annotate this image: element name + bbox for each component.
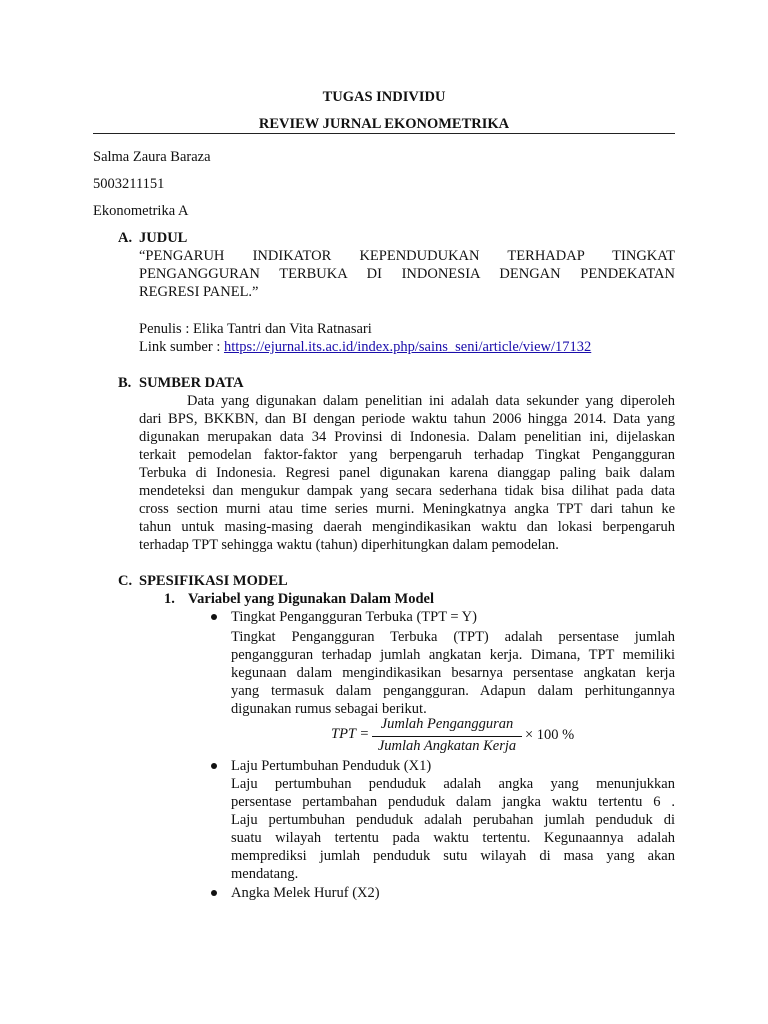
item-2-line-5: memprediksi jumlah penduduk sutu wilayah di masa yang akan (231, 848, 675, 864)
item-1-line-2: pengangguran terhadap jumlah angkatan kerja. Dimana, TPT memiliki (231, 647, 675, 663)
author-name: Salma Zaura Baraza (93, 149, 211, 165)
sumber-line-5: Terbuka di Indonesia. Regresi panel digunakan karena dianggap paling baik dalam (139, 465, 675, 481)
sumber-line-2: dari BPS, BKKBN, dan BI dengan periode waktu tahun 2006 hingga 2014. Data yang (139, 411, 675, 427)
item-1-title: Tingkat Pengangguran Terbuka (TPT = Y) (231, 609, 477, 625)
sumber-line-7: cross section murni atau time series murni. Meningkatnya angka TPT dari tahun ke (139, 501, 675, 517)
item-2-line-6: mendatang. (231, 866, 299, 882)
bullet-icon (211, 763, 217, 769)
item-2-line-1: Laju pertumbuhan penduduk adalah angka yang menunjukkan (231, 776, 675, 792)
formula-denominator: Jumlah Angkatan Kerja (377, 738, 517, 754)
item-2-line-4: suatu wilayah tertentu pada waktu tertentu. Kegunaannya adalah (231, 830, 675, 846)
sumber-line-3: digunakan merupakan data 34 Provinsi di Indonesia. Dalam penelitian ini, dijelaskan (139, 429, 675, 445)
formula-numerator: Jumlah Pengangguran (380, 716, 514, 732)
sumber-line-9: terhadap TPT sehingga waktu (tahun) diperhitungkan dalam pemodelan. (139, 537, 559, 553)
link-line (139, 338, 591, 356)
header-divider (93, 133, 675, 134)
section-b-heading: SUMBER DATA (139, 375, 244, 391)
bullet-icon (211, 614, 217, 620)
sumber-line-8: tahun untuk masing-masing daerah mengindikasikan waktu dan lokasi berpengaruh (139, 519, 675, 535)
judul-line-2: PENGANGGURAN TERBUKA DI INDONESIA DENGAN PENDEKATAN (139, 266, 675, 282)
subsection-1-heading: Variabel yang Digunakan Dalam Model (188, 591, 434, 607)
section-a-marker: A. (118, 230, 133, 246)
formula-rhs: × 100 % (525, 727, 575, 743)
section-c-marker: C. (118, 573, 133, 589)
doc-title: TUGAS INDIVIDU (322, 89, 446, 105)
section-c-heading: SPESIFIKASI MODEL (139, 573, 288, 589)
item-1-line-1: Tingkat Pengangguran Terbuka (TPT) adalah persentase jumlah (231, 629, 675, 645)
item-3-title: Angka Melek Huruf (X2) (231, 885, 380, 901)
fraction-bar (372, 736, 522, 737)
judul-line-1: “PENGARUH INDIKATOR KEPENDUDUKAN TERHADAP TINGKAT (139, 248, 675, 264)
subsection-1-marker: 1. (164, 591, 175, 607)
penulis-line: Penulis : Elika Tantri dan Vita Ratnasari (139, 321, 372, 337)
formula-lhs: TPT = (331, 726, 370, 742)
item-1-line-3: kegunaan dalam mengindikasikan besarnya persentase angkatan kerja (231, 665, 675, 681)
bullet-icon (211, 890, 217, 896)
item-2-title: Laju Pertumbuhan Penduduk (X1) (231, 758, 432, 774)
sumber-line-6: mendeteksi dan mengukur dampak yang secara sederhana tidak bisa dilihat pada data (139, 483, 675, 499)
source-link[interactable]: https://ejurnal.its.ac.id/index.php/sains_seni/article/view/17132 (223, 339, 592, 355)
link-label: Link sumber : (139, 339, 224, 355)
doc-subtitle: REVIEW JURNAL EKONOMETRIKA (258, 116, 510, 132)
item-1-line-4: yang termasuk dalam pengangguran. Adapun dalam perhitungannya (231, 683, 675, 699)
sumber-line-4: terkait pemodelan faktor-faktor yang berpengaruh terhadap Tingkat Pengangguran (139, 447, 675, 463)
student-id: 5003211151 (93, 176, 165, 192)
item-1-line-5: digunakan rumus sebagai berikut. (231, 701, 427, 717)
section-b-marker: B. (118, 375, 132, 391)
judul-line-3: REGRESI PANEL.” (139, 284, 259, 300)
sumber-line-1: Data yang digunakan dalam penelitian ini adalah data sekunder yang diperoleh (187, 393, 675, 409)
section-a-heading: JUDUL (139, 230, 188, 246)
item-2-line-3: Laju pertumbuhan penduduk adalah perubahan jumlah penduduk di (231, 812, 675, 828)
item-2-line-2: persentase pertambahan penduduk dalam jangka waktu tertentu 6 . (231, 794, 675, 810)
class-name: Ekonometrika A (93, 203, 189, 219)
